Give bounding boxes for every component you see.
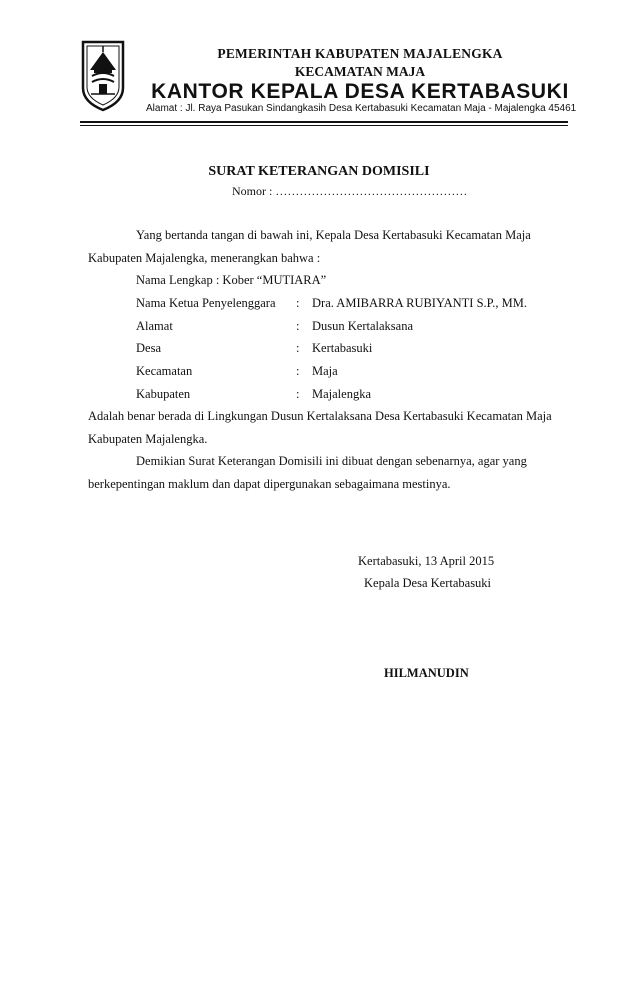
- field-value-desa: Kertabasuki: [312, 341, 373, 355]
- field-value-kecamatan: Maja: [312, 364, 338, 378]
- field-label-alamat: Alamat: [136, 319, 173, 333]
- field-label-kecamatan: Kecamatan: [136, 364, 193, 378]
- field-colon: :: [296, 319, 300, 333]
- letterhead-divider-thin: [80, 125, 568, 126]
- closing-line-2: berkepentingan maklum dan dapat dipergunakan sebagaimana mestinya.: [88, 477, 451, 491]
- opening-line-1: Yang bertanda tangan di bawah ini, Kepala Desa Kertabasuki Kecamatan Maja: [136, 228, 531, 242]
- field-value-kabupaten: Majalengka: [312, 387, 372, 401]
- field-nama-lengkap: Nama Lengkap : Kober “MUTIARA”: [136, 273, 327, 287]
- field-colon: :: [296, 341, 300, 355]
- letterhead-district: KECAMATAN MAJA: [294, 64, 426, 79]
- field-colon: :: [296, 364, 300, 378]
- signature-position: Kepala Desa Kertabasuki: [364, 576, 492, 590]
- letterhead-office: KANTOR KEPALA DESA KERTABASUKI: [151, 80, 569, 103]
- letterhead-divider-thick: [80, 121, 568, 123]
- letterhead-government: PEMERINTAH KABUPATEN MAJALENGKA: [217, 46, 503, 61]
- field-label-ketua: Nama Ketua Penyelenggara: [136, 296, 276, 310]
- field-label-desa: Desa: [136, 341, 161, 355]
- signature-name: HILMANUDIN: [384, 666, 469, 680]
- field-value-alamat: Dusun Kertalaksana: [312, 319, 414, 333]
- signature-place-date: Kertabasuki, 13 April 2015: [358, 554, 495, 568]
- letter-number: Nomor : …………………………………………: [232, 184, 468, 198]
- closing-line-1: Demikian Surat Keterangan Domisili ini dibuat dengan sebenarnya, agar yang: [136, 454, 527, 468]
- letter-title: SURAT KETERANGAN DOMISILI: [208, 164, 430, 179]
- field-colon: :: [296, 387, 300, 401]
- opening-line-2: Kabupaten Majalengka, menerangkan bahwa :: [88, 251, 321, 265]
- majalengka-emblem-icon: [80, 40, 126, 112]
- field-colon: :: [296, 296, 300, 310]
- statement-line-2: Kabupaten Majalengka.: [88, 432, 208, 446]
- letterhead-address: Alamat : Jl. Raya Pasukan Sindangkasih Desa Kertabasuki Kecamatan Maja - Majalengka 45461: [146, 103, 577, 114]
- field-value-ketua: Dra. AMIBARRA RUBIYANTI S.P., MM.: [312, 296, 527, 310]
- field-label-kabupaten: Kabupaten: [136, 387, 191, 401]
- statement-line-1: Adalah benar berada di Lingkungan Dusun Kertalaksana Desa Kertabasuki Kecamatan Maja: [88, 409, 552, 423]
